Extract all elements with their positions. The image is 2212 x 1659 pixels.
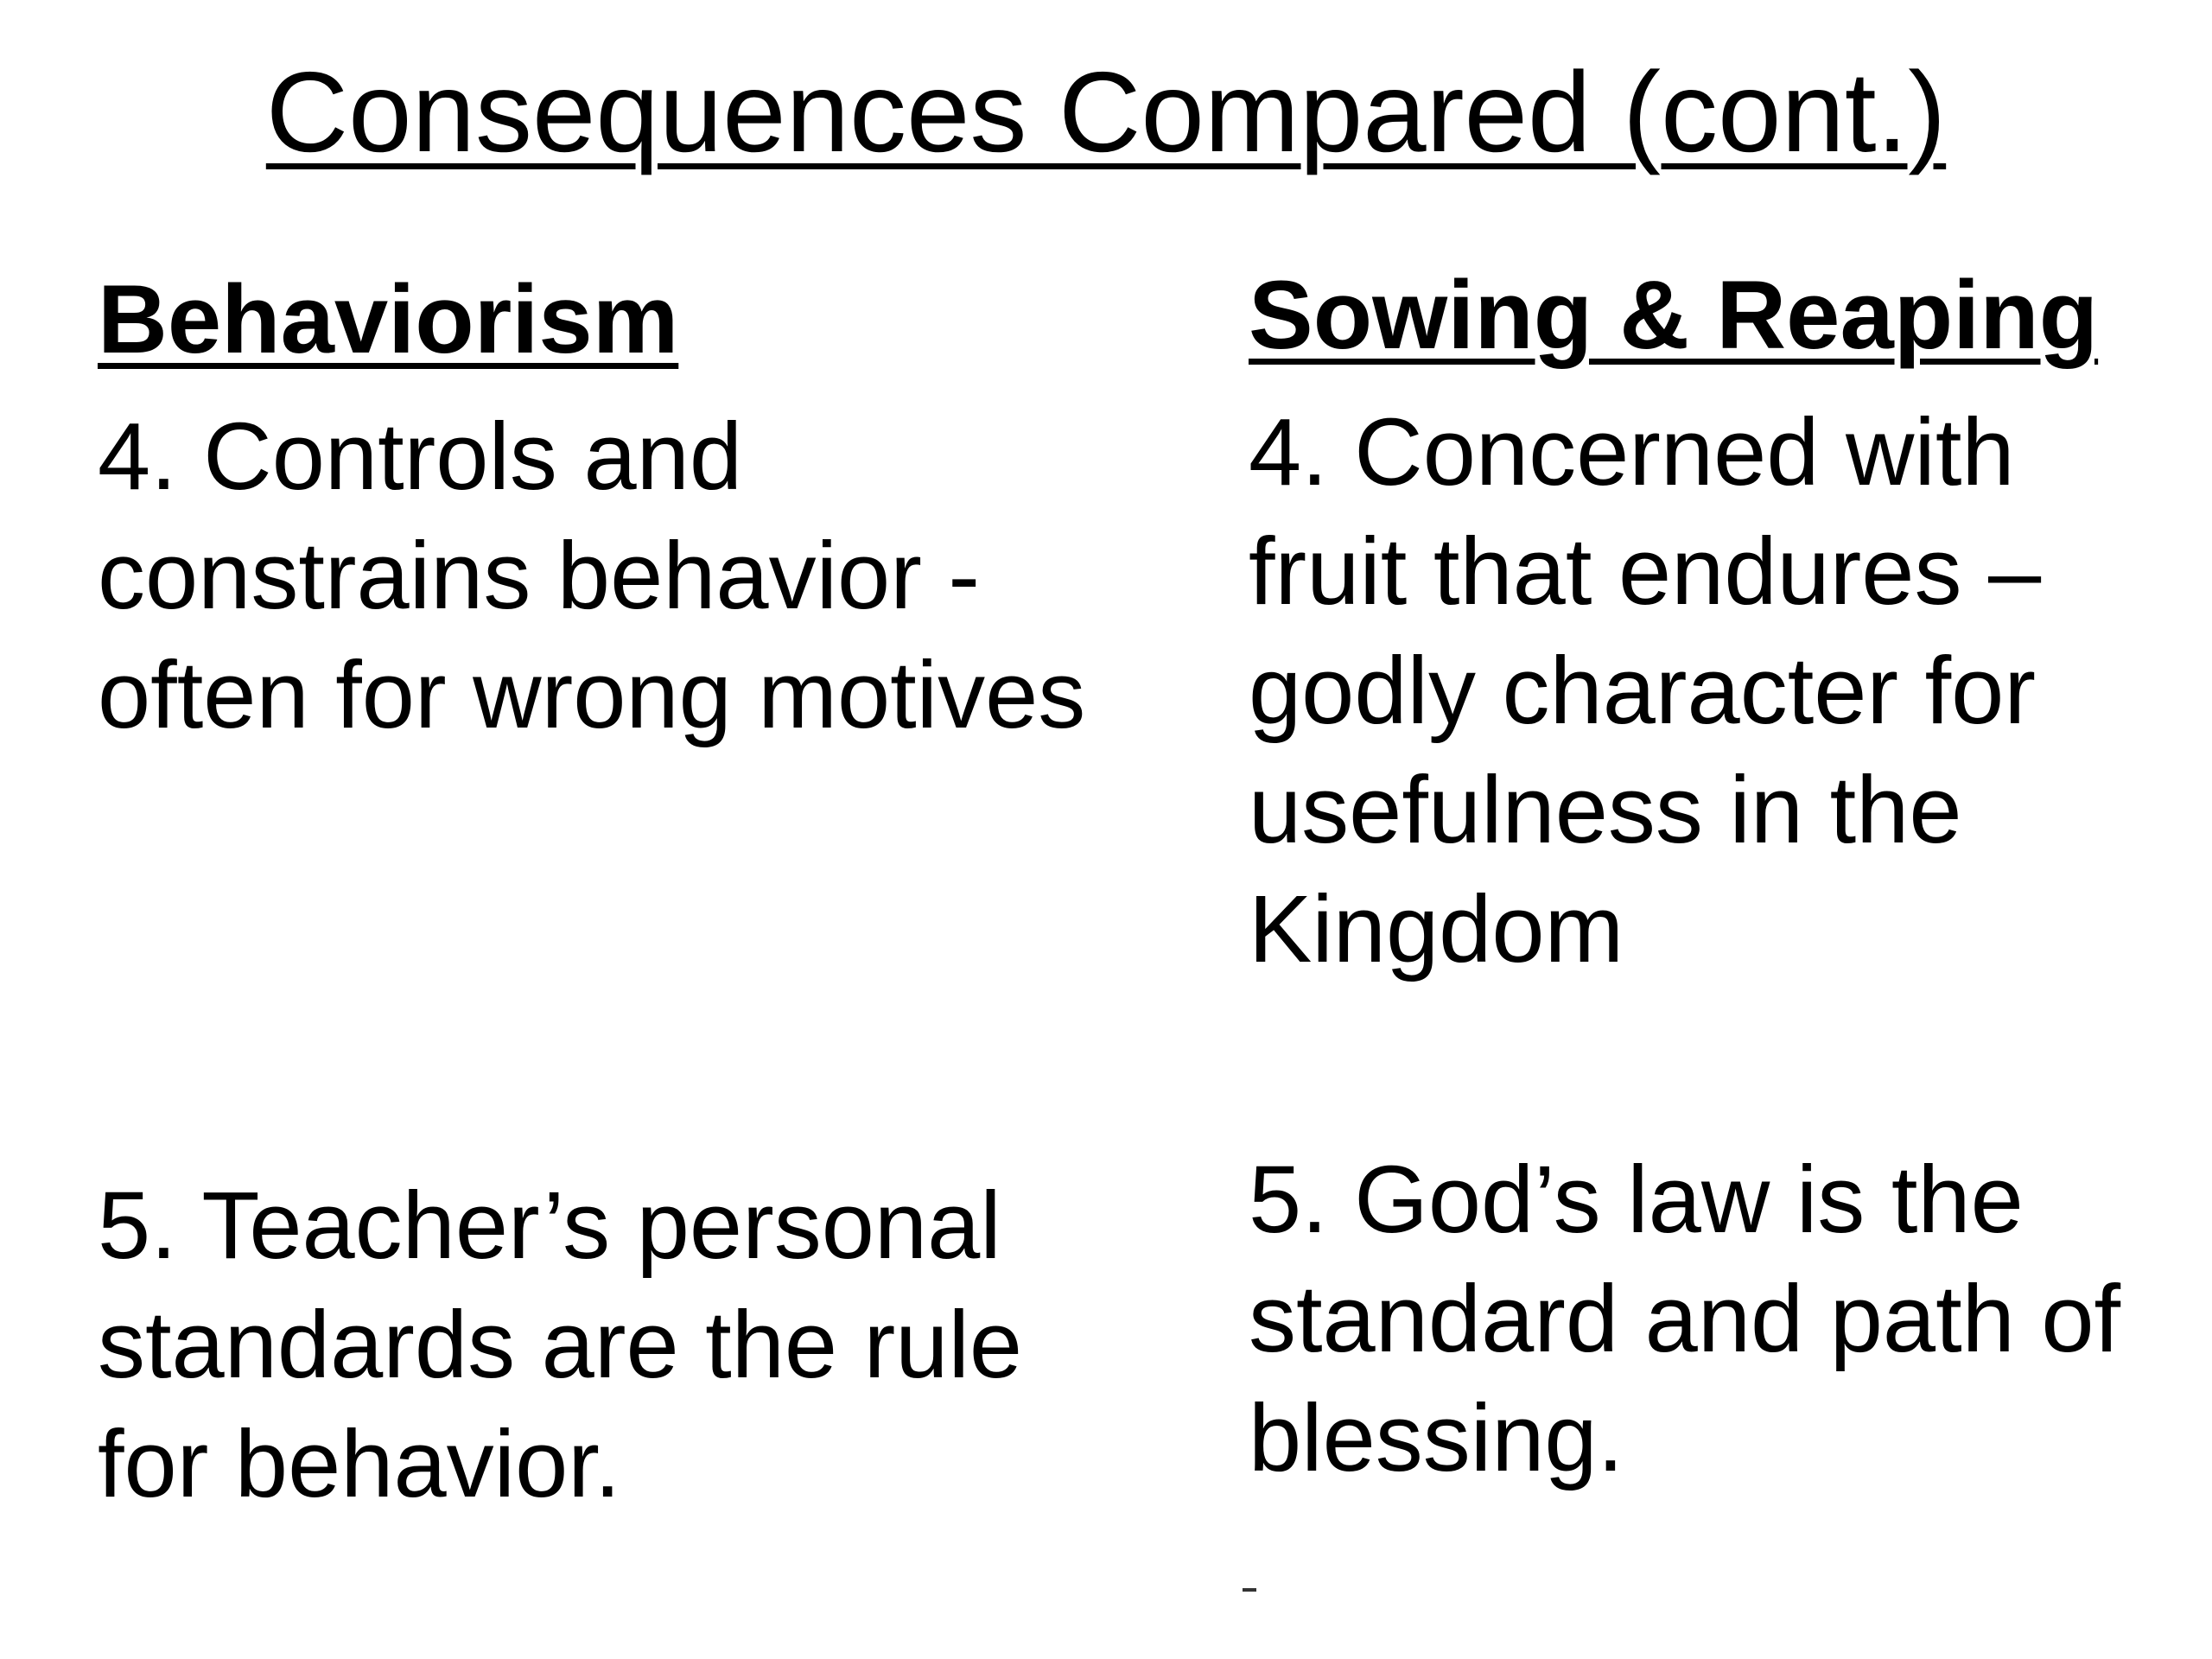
stray-dash-mark	[1243, 1588, 1256, 1592]
sowing-reaping-point-4: 4. Concerned with fruit that endures – godly character for usefulness in the Kingdom	[1249, 399, 2042, 982]
slide-title-text: Consequences Compared (cont.)	[265, 48, 1947, 175]
column-heading-sowing-reaping-text: Sowing & Reaping	[1249, 261, 2099, 369]
column-heading-behaviorism-text: Behaviorism	[98, 265, 679, 373]
column-heading-behaviorism	[98, 264, 678, 376]
behaviorism-point-4: 4. Controls and constrains behavior - often for wrong motives	[98, 404, 1086, 748]
column-heading-sowing-reaping	[1249, 259, 2098, 372]
slide-title	[0, 48, 2212, 177]
behaviorism-point-5: 5. Teacher’s personal standards are the rule for behavior.	[98, 1173, 1023, 1517]
sowing-reaping-point-5: 5. God’s law is the standard and path of blessing.	[1249, 1147, 2121, 1491]
